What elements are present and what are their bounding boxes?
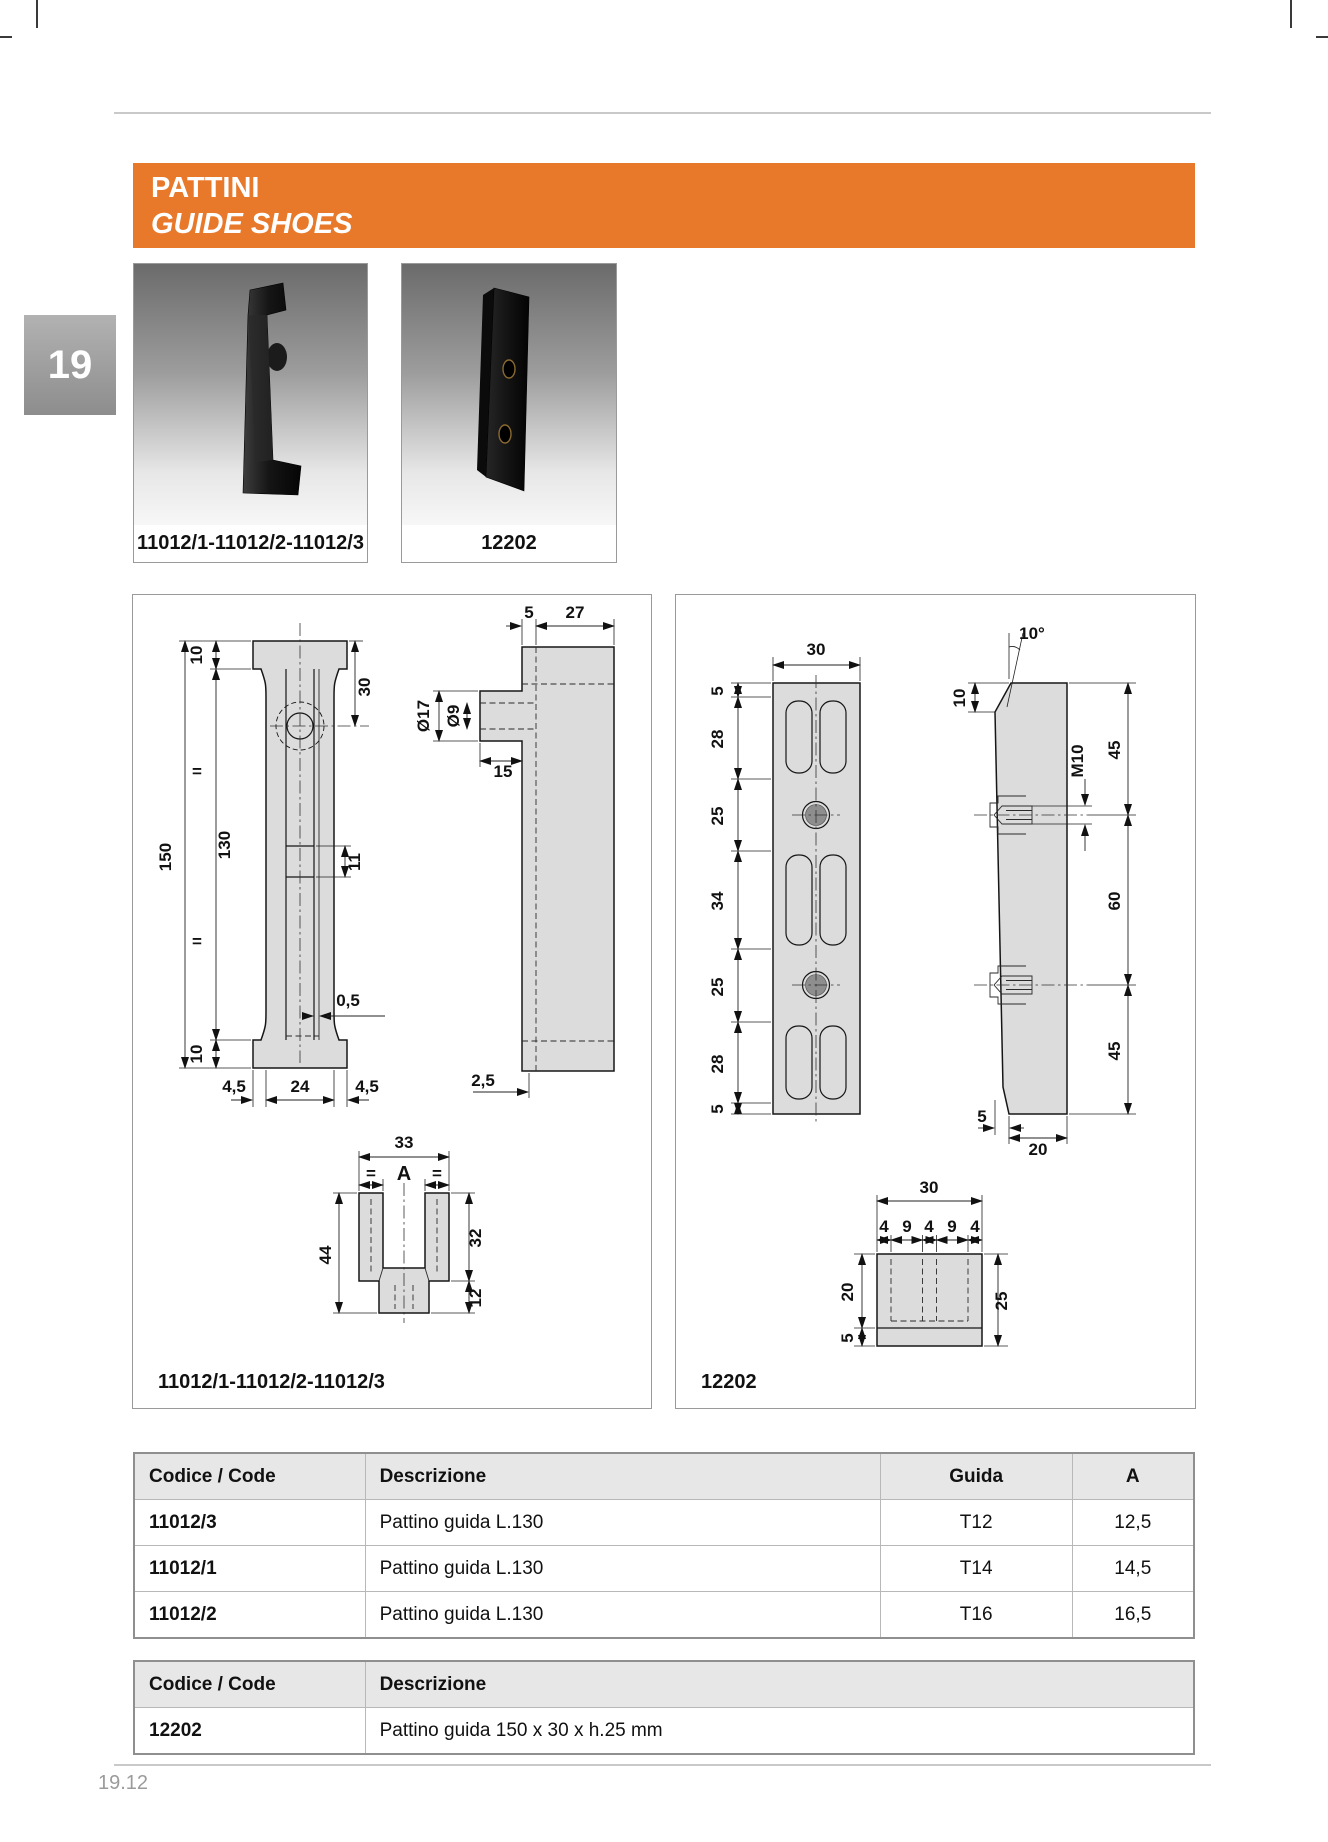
column-header: Guida <box>880 1453 1072 1500</box>
dim-label: 32 <box>466 1228 485 1248</box>
column-header: Codice / Code <box>134 1661 365 1708</box>
dim-label: 34 <box>708 891 727 911</box>
dim-label: M10 <box>1068 744 1087 778</box>
technical-drawing-12202 <box>676 595 1194 1407</box>
dim-label: 4 <box>879 1217 889 1236</box>
spec-table-11012 <box>133 1452 1195 1639</box>
table-cell: T16 <box>880 1592 1072 1639</box>
drawing-label: 12202 <box>701 1371 757 1393</box>
dim-label: 11 <box>345 853 364 871</box>
dim-label: 10 <box>950 688 969 708</box>
dim-label: 0,5 <box>336 991 360 1010</box>
table-cell: 14,5 <box>1072 1546 1194 1592</box>
table-cell: Pattino guida 150 x 30 x h.25 mm <box>365 1708 1194 1755</box>
product-image <box>134 264 367 525</box>
table-cell: Pattino guida L.130 <box>365 1500 880 1546</box>
spec-table-12202 <box>133 1660 1195 1755</box>
dim-label: 4,5 <box>222 1077 246 1096</box>
dim-label: 44 <box>316 1245 335 1265</box>
dim-label: 130 <box>215 830 234 860</box>
dim-label: 9 <box>902 1217 912 1236</box>
column-header: Codice / Code <box>134 1453 365 1500</box>
product-photo-12202 <box>401 263 617 563</box>
table-cell: 11012/1 <box>134 1546 365 1592</box>
dim-label: 20 <box>1028 1140 1048 1159</box>
technical-drawing-11012 <box>133 595 650 1407</box>
dim-label: 25 <box>708 806 727 826</box>
dim-label: 28 <box>708 729 727 749</box>
dim-label: 5 <box>838 1333 857 1343</box>
table-cell: 16,5 <box>1072 1592 1194 1639</box>
dim-label: 5 <box>977 1107 987 1126</box>
table-cell: Pattino guida L.130 <box>365 1546 880 1592</box>
dim-label: 30 <box>806 640 826 659</box>
table-row <box>134 1500 1194 1546</box>
column-header: Descrizione <box>365 1661 1194 1708</box>
drawing-panel-11012 <box>132 594 652 1409</box>
crop-mark <box>1316 36 1328 38</box>
product-image <box>402 264 616 525</box>
column-header: A <box>1072 1453 1194 1500</box>
page-title-english: GUIDE SHOES <box>151 207 353 240</box>
table-row <box>134 1708 1194 1755</box>
dim-label: 4 <box>924 1217 934 1236</box>
dim-label: 5 <box>524 603 534 622</box>
dim-label: 33 <box>394 1133 414 1152</box>
dim-label: 25 <box>708 977 727 997</box>
table-row <box>134 1592 1194 1639</box>
table-cell: 12202 <box>134 1708 365 1755</box>
dim-label: 15 <box>493 762 513 781</box>
dim-label: 2,5 <box>471 1071 495 1090</box>
chapter-tab <box>24 315 116 415</box>
dim-label: 20 <box>838 1282 857 1302</box>
column-header: Descrizione <box>365 1453 880 1500</box>
table-cell: 12,5 <box>1072 1500 1194 1546</box>
guide-shoe-photo-shape <box>134 264 367 525</box>
photo-caption: 12202 <box>402 525 616 561</box>
dim-label: 25 <box>992 1291 1011 1311</box>
dim-label: 24 <box>290 1077 310 1096</box>
dim-label: 10 <box>187 1044 206 1064</box>
dim-label: 30 <box>919 1178 939 1197</box>
dim-label: 4,5 <box>355 1077 379 1096</box>
dim-label: 10 <box>187 645 206 665</box>
dim-label: = <box>366 1164 376 1183</box>
dim-label: 60 <box>1105 891 1124 911</box>
guide-shoe-photo-shape <box>402 264 616 525</box>
dim-label: 45 <box>1105 1041 1124 1061</box>
table-cell: Pattino guida L.130 <box>365 1592 880 1639</box>
chapter-number: 19 <box>47 342 93 387</box>
dim-label: 30 <box>355 677 374 697</box>
header-banner <box>133 163 1195 248</box>
dim-label: 150 <box>156 842 175 872</box>
dim-label: 45 <box>1105 740 1124 760</box>
page-title-italian: PATTINI <box>151 171 260 204</box>
dim-label: 4 <box>970 1217 980 1236</box>
drawing-label: 11012/1-11012/2-11012/3 <box>158 1371 385 1393</box>
dim-label: 28 <box>708 1054 727 1074</box>
crop-mark <box>1290 0 1292 28</box>
dim-label: 27 <box>565 603 585 622</box>
dim-label: Ø17 <box>414 699 433 733</box>
dim-label: 10° <box>1019 624 1045 643</box>
crop-mark <box>36 0 38 28</box>
dim-label: = <box>192 762 202 781</box>
dim-label: = <box>192 932 202 951</box>
table-cell: 11012/3 <box>134 1500 365 1546</box>
dim-label: A <box>396 1163 412 1185</box>
dim-label: 5 <box>708 1104 727 1114</box>
dim-label: 12 <box>466 1288 485 1308</box>
page-number: 19.12 <box>98 1772 149 1794</box>
table-cell: T12 <box>880 1500 1072 1546</box>
drawing-panel-12202 <box>675 594 1196 1409</box>
dim-label: = <box>432 1164 442 1183</box>
top-divider <box>114 112 1211 114</box>
dim-label: 9 <box>947 1217 957 1236</box>
table-cell: T14 <box>880 1546 1072 1592</box>
crop-mark <box>0 36 12 38</box>
product-photo-11012 <box>133 263 368 563</box>
dim-label: 5 <box>708 686 727 696</box>
photo-caption: 11012/1-11012/2-11012/3 <box>134 525 367 561</box>
table-cell: 11012/2 <box>134 1592 365 1639</box>
dim-label: Ø9 <box>444 704 463 728</box>
footer-divider <box>114 1764 1211 1766</box>
table-row <box>134 1546 1194 1592</box>
